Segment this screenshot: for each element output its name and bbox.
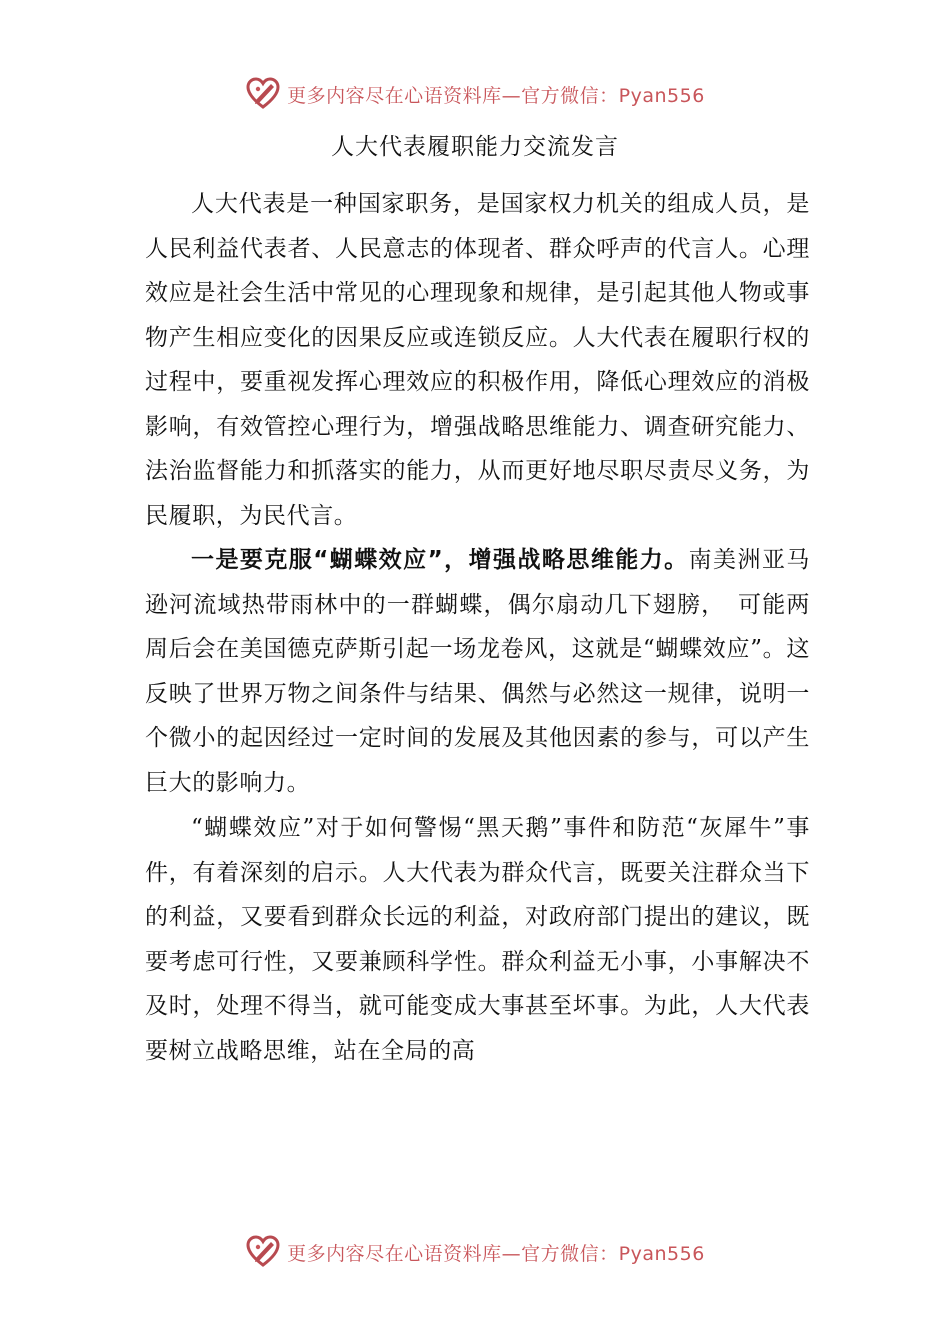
header-banner: [0, 74, 950, 114]
paragraph-text: “蝴蝶效应”对于如何警惕“黑天鹅”事件和防范“灰犀牛”事件，有着深刻的启示。人大代表为群众代言，既要关注群众当下的利益，又要看到群众长远的利益，对政府部门提出的建议，既要考虑可行性，又要兼顾科学性。群众利益无小事，小事解决不及时，处理不得当，就可能变成大事甚至坏事。为此，人大代表要树立战略思维，站在全局的高: [145, 815, 810, 1064]
paragraph-1: [145, 182, 810, 538]
heart-pen-logo-icon: [245, 76, 281, 112]
footer-banner: [0, 1232, 950, 1272]
paragraph-2: [145, 538, 810, 805]
paragraph-lead: 一是要克服“蝴蝶效应”，增强战略思维能力。: [191, 547, 689, 573]
paragraph-text: 人大代表是一种国家职务，是国家权力机关的组成人员，是人民利益代表者、人民意志的体现者、群众呼声的代言人。心理效应是社会生活中常见的心理现象和规律，是引起其他人物或事物产生相应变化的因果反应或连锁反应。人大代表在履职行权的过程中，要重视发挥心理效应的积极作用，降低心理效应的消极影响，有效管控心理行为，增强战略思维能力、调查研究能力、法治监督能力和抓落实的能力，从而更好地尽职尽责尽义务，为民履职，为民代言。: [145, 191, 810, 529]
paragraph-text: 南美洲亚马逊河流域热带雨林中的一群蝴蝶，偶尔扇动几下翅膀， 可能两周后会在美国德克萨斯引起一场龙卷风，这就是“蝴蝶效应”。这反映了世界万物之间条件与结果、偶然与必然这一规律，说明一个微小的起因经过一定时间的发展及其他因素的参与，可以产生巨大的影响力。: [145, 547, 810, 796]
paragraph-3: [145, 806, 810, 1073]
banner-text: 更多内容尽在心语资料库—官方微信：Pyan556: [287, 1242, 705, 1265]
heart-pen-logo-icon: [245, 1234, 281, 1270]
banner-text: 更多内容尽在心语资料库—官方微信：Pyan556: [287, 84, 705, 107]
document-title: 人大代表履职能力交流发言: [331, 134, 619, 160]
